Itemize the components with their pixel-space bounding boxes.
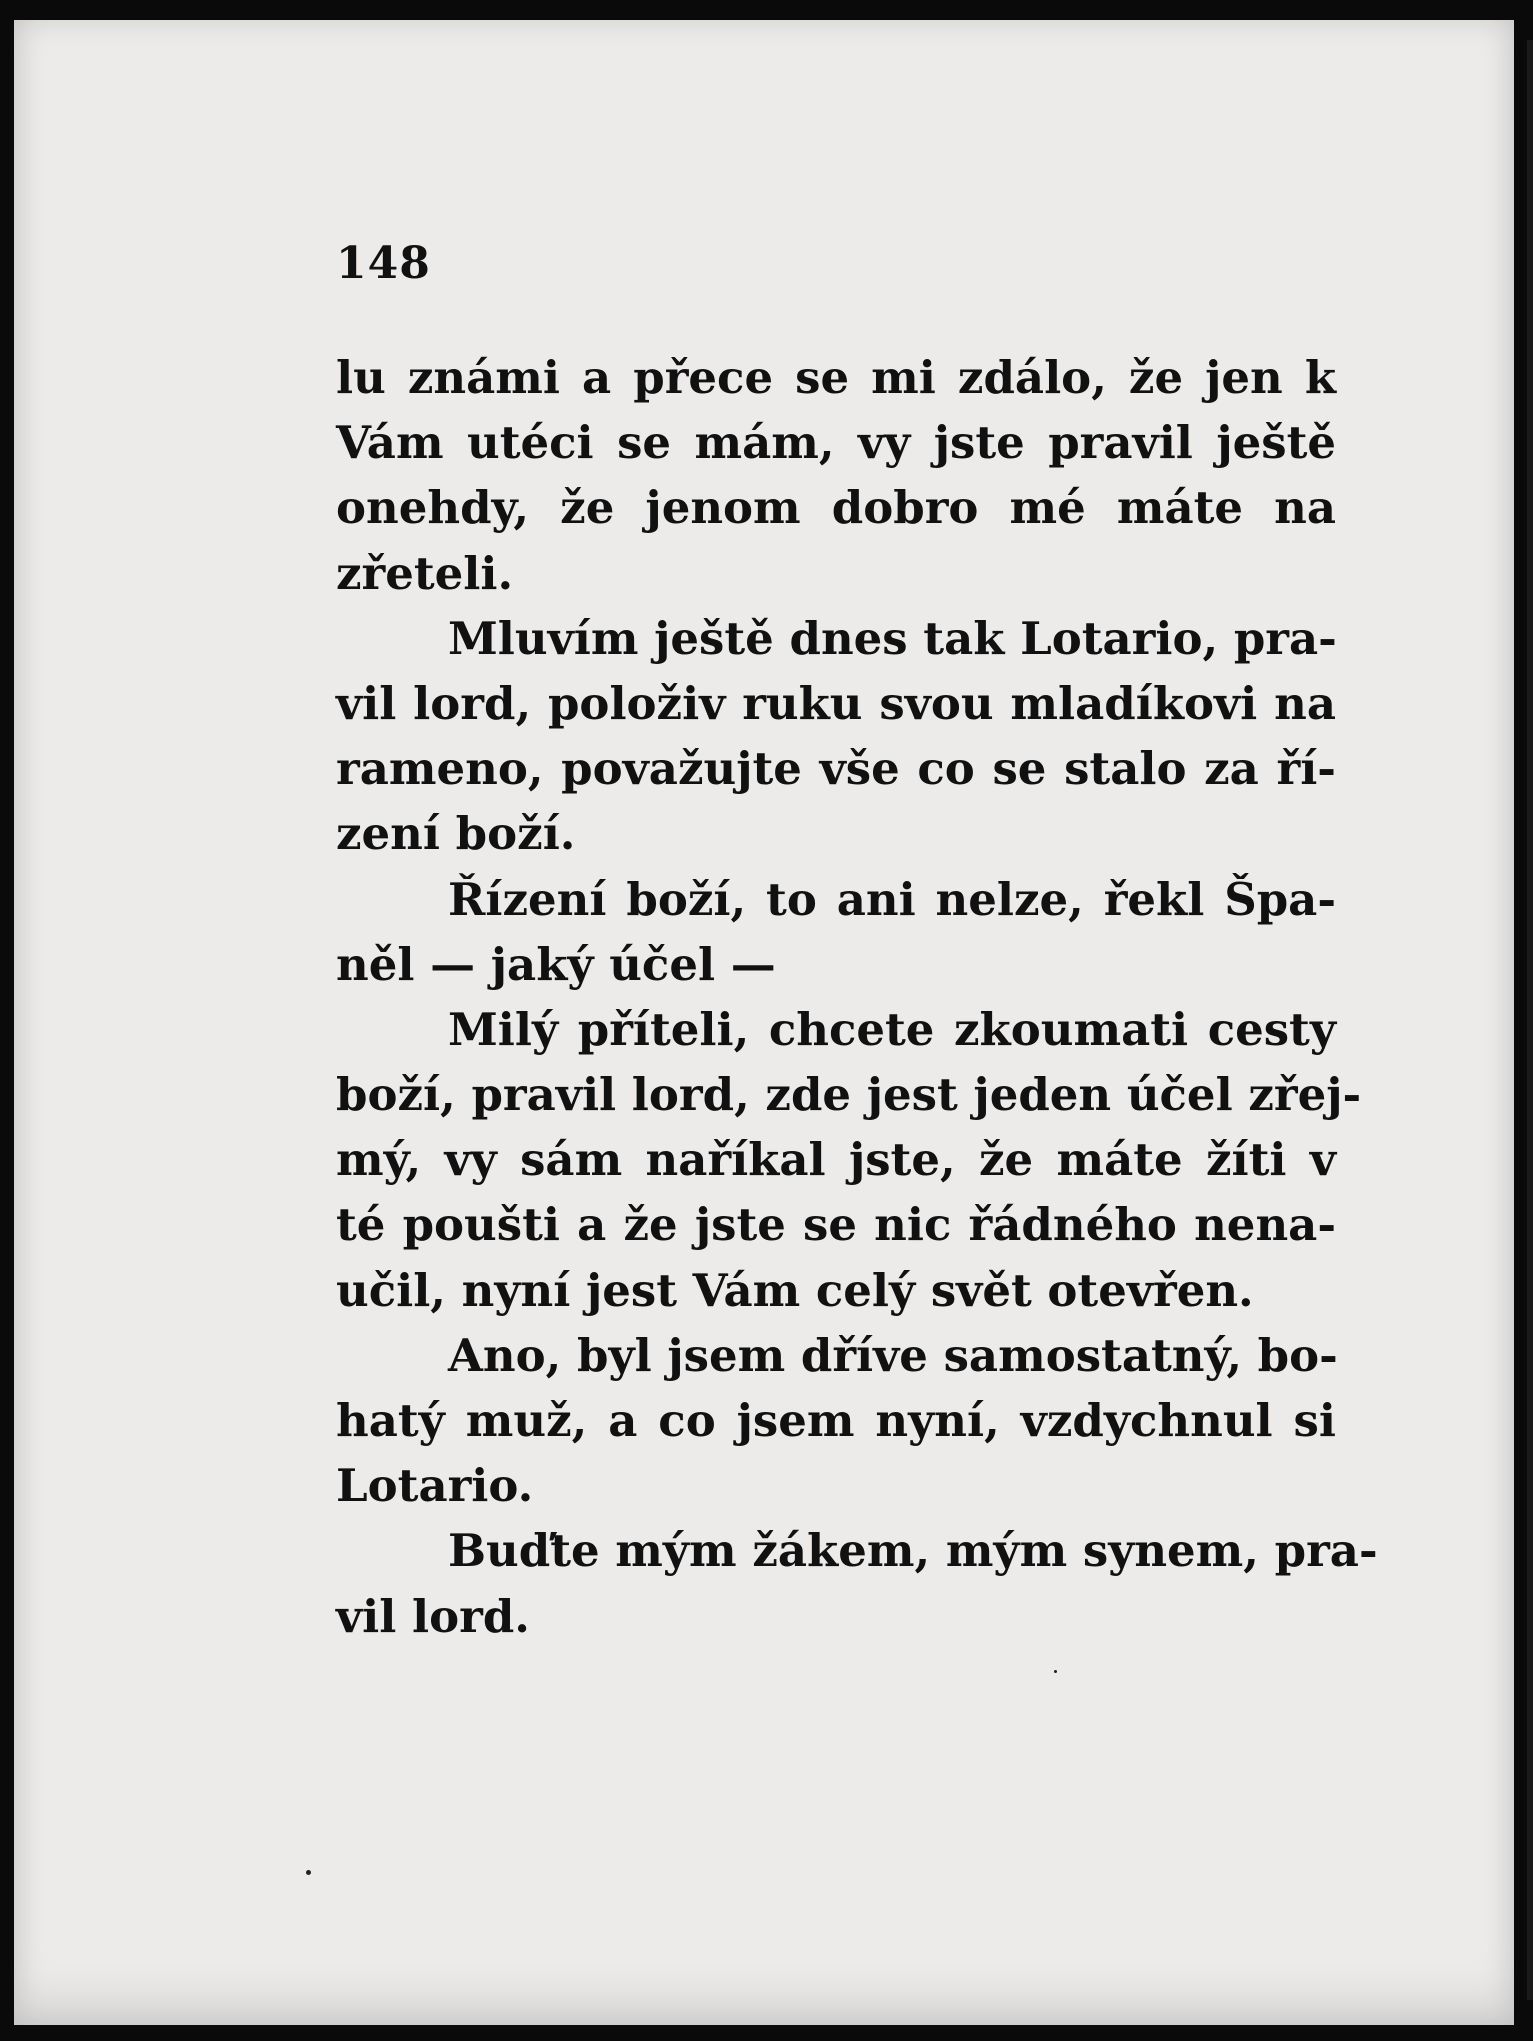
text-line: lu známi a přece se mi zdálo, že jen k [336, 351, 1336, 404]
text-line: zřeteli. [336, 546, 514, 600]
text-line: vil lord, položiv ruku svou mladíkovi na [336, 676, 1336, 730]
text-line: vil lord. [336, 1589, 530, 1643]
text-line: Mluvím ještě dnes tak Lotario, pra- [448, 611, 1337, 665]
text-line: Ano, byl jsem dříve samostatný, bo- [448, 1328, 1338, 1382]
text-line: Vám utéci se mám, vy jste pravil ještě [336, 416, 1336, 470]
text-line: Buďte mým žákem, mým synem, pra- [448, 1524, 1378, 1578]
text-line: onehdy, že jenom dobro mé máte na [336, 481, 1336, 535]
page-text [336, 345, 1378, 1649]
text-line: Milý příteli, chcete zkoumati cesty [448, 1002, 1336, 1056]
text-line: rameno, považujte vše co se stalo za ří- [336, 742, 1336, 796]
page-number: 148 [336, 238, 431, 289]
text-line: něl — jaký účel — [336, 937, 776, 991]
text-line: Řízení boží, to ani nelze, řekl Špa- [448, 872, 1336, 926]
paper-speck [1054, 1670, 1057, 1673]
text-line: té poušti a že jste se nic řádného nena- [336, 1198, 1336, 1252]
page-edge-shadow [1527, 40, 1533, 2000]
text-line: učil, nyní jest Vám celý svět otevřen. [336, 1263, 1254, 1317]
paper-speck [306, 1870, 311, 1875]
text-line: hatý muž, a co jsem nyní, vzdychnul si [336, 1394, 1336, 1447]
text-line: mý, vy sám naříkal jste, že máte žíti v [336, 1133, 1336, 1187]
text-line: zení boží. [336, 807, 576, 861]
book-page [14, 20, 1514, 2025]
text-line: boží, pravil lord, zde jest jeden účel zřej- [336, 1068, 1362, 1122]
text-line: Lotario. [336, 1459, 534, 1513]
